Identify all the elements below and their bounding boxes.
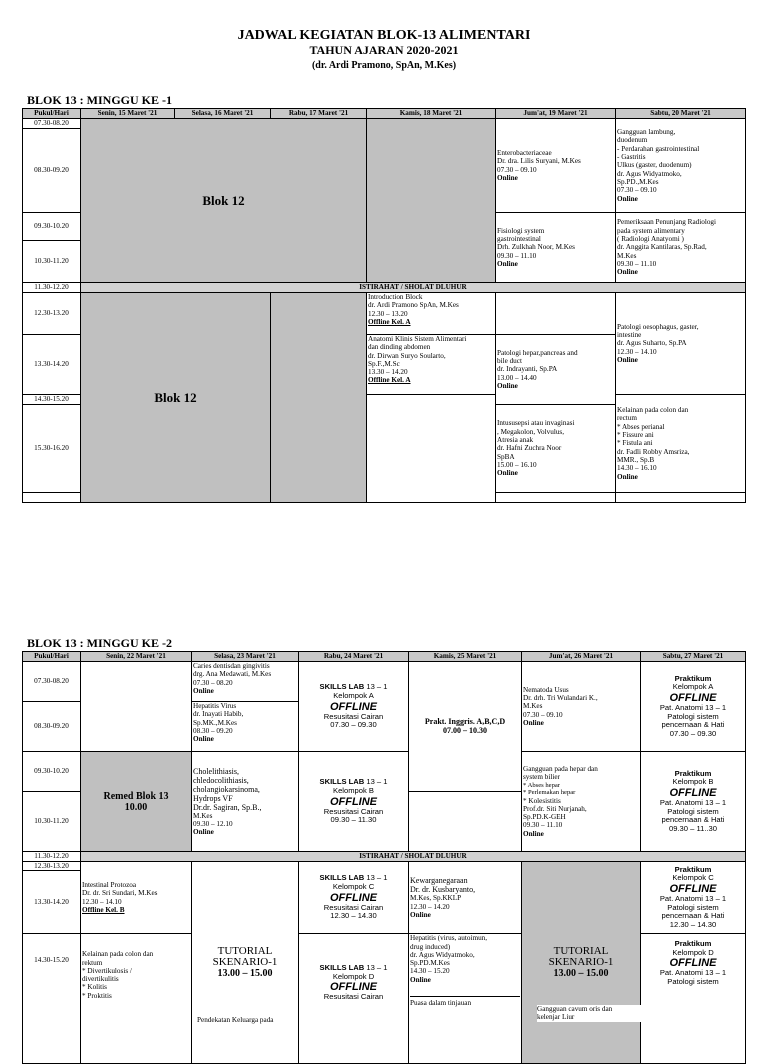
col-header: Rabu, 24 Maret '21: [299, 652, 409, 662]
col-header: Pukul/Hari: [23, 109, 81, 119]
fri-empty: [496, 493, 616, 503]
fri-empty: [496, 293, 616, 335]
time-slot: 07.30-08.20: [23, 119, 81, 129]
time-slot: 13.30-14.20: [23, 871, 81, 934]
time-slot: 09.30-10.20: [23, 752, 81, 792]
col-header: Sabtu, 20 Maret '21: [616, 109, 746, 119]
skills-lab-a: SKILLS LAB 13 – 1 Kelompok A OFFLINE Resusitasi Cairan 07.30 – 09.30: [299, 662, 409, 752]
wednesday-empty: [271, 293, 367, 503]
break-bar: ISTIRAHAT / SHOLAT DLUHUR: [81, 852, 746, 862]
thu-puasa: Puasa dalam tinjauan: [410, 996, 520, 1007]
mon-intestinal-protozoa: Intestinal Protozoa Dr. dr. Sri Sundari, M.Kes 12.30 – 14.10 Offline Kel. B: [81, 862, 192, 934]
sat-empty: [616, 493, 746, 503]
col-header: Pukul/Hari: [23, 652, 81, 662]
praktikum-c: Praktikum Kelompok C OFFLINE Pat. Anatomi 13 – 1 Patologi sistem pencernaan & Hati 12.30 – 14.30: [641, 862, 746, 934]
week1-title: BLOK 13 : MINGGU KE -1: [27, 93, 173, 107]
thu-kewarganegaraan: Kewarganegaraan Dr. dr. Kusbaryanto, M.Kes, Sp.KKLP 12.30 – 14.20 Online: [409, 862, 522, 934]
skills-lab-d: SKILLS LAB 13 – 1 Kelompok D OFFLINE Resusitasi Cairan: [299, 934, 409, 1064]
sat-gangguan-lambung: Gangguan lambung, duodenum - Perdarahan gastrointestinal - Gastritis Ulkus (gaster, duodenum) dr. Agus Widyatmoko, Sp.PD.,M.Kes 07.30 – 09.10 Online: [616, 119, 746, 213]
skills-lab-b: SKILLS LAB 13 – 1 Kelompok B OFFLINE Resusitasi Cairan 09.30 – 11.30: [299, 752, 409, 852]
tue-tutorial: TUTORIAL SKENARIO-1 13.00 – 15.00: [192, 862, 299, 1064]
praktikum-b: Praktikum Kelompok B OFFLINE Pat. Anatomi 13 – 1 Patologi sistem pencernaan & Hati 09.30 – 11..30: [641, 752, 746, 852]
thu-prakt-inggris: Prakt. Inggris. A,B,C,D 07.00 – 10.30: [409, 662, 522, 792]
col-header: Sabtu, 27 Maret '21: [641, 652, 746, 662]
academic-year: TAHUN AJARAN 2020-2021: [309, 43, 459, 57]
time-slot: 13.30-14.20: [23, 335, 81, 395]
time-slot: 10.30-11.20: [23, 792, 81, 852]
col-header: Selasa, 23 Maret '21: [192, 652, 299, 662]
time-slot: 08.30-09.20: [23, 702, 81, 752]
fri-enterobacteriaceae: Enterobacteriaceae Dr. dra. Lilis Suryani, M.Kes 07.30 – 09.10 Online: [496, 119, 616, 213]
time-slot: 14.30-15.20: [23, 934, 81, 1064]
week2-table: [22, 651, 746, 1064]
thu-anatomi-klinis: Anatomi Klinis Sistem Alimentari dan dinding abdomen dr. Dirwan Suryo Soularto, Sp.F.,M.Sc 13.30 – 14.20 Offline Kel. A: [367, 335, 496, 395]
time-slot: 14.30-15.20: [23, 395, 81, 405]
tue-caries: Caries dentisdan gingivitis drg. Ana Medawati, M.Kes 07.30 – 08.20 Online: [192, 662, 299, 702]
sat-kelainan-colon: Kelainan pada colon dan rectum * Abses perianal * Fissure ani * Fistula ani dr. Fadli Robby Amsriza, MMR., Sp.B 14.30 – 16.10 Online: [616, 395, 746, 493]
sat-radiologi: Pemeriksaan Penunjang Radiologi pada system alimentary ( Radiologi Anatyomi ) dr. Anggita Kantilaras, Sp.Rad, M.Kes 09.30 – 11.10 Online: [616, 213, 746, 283]
fri-tutorial: TUTORIAL SKENARIO-1 13.00 – 15.00: [522, 862, 641, 1064]
fri-gangguan-hepar: Gangguan pada hepar dan system bilier * Abses hepar * Perlemakan hepar * Kolesistitis Prof.dr. Siti Nurjanah, Sp.PD.K-GEH 09.30 – 11.10 Online: [522, 752, 641, 852]
time-slot: 11.30-12.20: [23, 283, 81, 293]
mon-kelainan-colon: Kelainan pada colon dan rektum * Divertikulosis / divertikulitis * Kolitis * Proktitis: [81, 934, 192, 1064]
fri-fisiologi: Fisiologi system gastrointestinal Drh. Zulkhah Noor, M.Kes 09.30 – 11.10 Online: [496, 213, 616, 283]
col-header: Senin, 15 Maret '21: [81, 109, 175, 119]
week2-header-row: [23, 652, 746, 662]
fri-nematoda: Nematoda Usus Dr. drh. Tri Wulandari K., M.Kes 07.30 – 09.10 Online: [522, 662, 641, 752]
break-bar: ISTIRAHAT / SHOLAT DLUHUR: [81, 283, 746, 293]
thu-hepatitis: Hepatitis (virus, autoimun, drug induced) dr. Agus Widyatmoko, Sp.PD.M.Kes 14.30 – 15.20 Online Puasa dalam tinjauan: [409, 934, 522, 1064]
col-header: Senin, 22 Maret '21: [81, 652, 192, 662]
time-slot: 15.30-16.20: [23, 405, 81, 493]
fri-gangguan-cavum: Gangguan cavum oris dan kelenjar Liur: [537, 1005, 647, 1022]
col-header: Selasa, 16 Maret '21: [175, 109, 271, 119]
col-header: Rabu, 17 Maret '21: [271, 109, 367, 119]
tue-hepatitis-virus: Hepatitis Virus dr. Inayati Habib, Sp.MK.,M.Kes 08.30 – 09.20 Online: [192, 702, 299, 752]
monday-empty: [81, 662, 192, 752]
time-slot: 07.30-08.20: [23, 662, 81, 702]
document-title: JADWAL KEGIATAN BLOK-13 ALIMENTARI: [237, 28, 531, 43]
thu-introduction: Introduction Block dr. Ardi Pramono SpAn, M.Kes 12.30 – 13.20 Offline Kel. A: [367, 293, 496, 335]
time-slot: 12.30-13.20: [23, 862, 81, 871]
sat-patologi-oesophagus: Patologi oesophagus, gaster, intestine dr. Agus Suharto, Sp.PA 12.30 – 14.10 Online: [616, 293, 746, 395]
praktikum-d: Praktikum Kelompok D OFFLINE Pat. Anatomi 13 – 1 Patologi sistem: [641, 934, 746, 1064]
fri-intususepsi: Intususepsi atau invaginasi , Megakolon, Volvulus, Atresia anak dr. Hafni Zuchra Noor SpBA 15.00 – 16.10 Online: [496, 405, 616, 493]
time-slot: 11.30-12.20: [23, 852, 81, 862]
page-header: [0, 28, 768, 73]
time-slot: 10.30-11.20: [23, 241, 81, 283]
time-slot: 09.30-10.20: [23, 213, 81, 241]
col-header: Jum'at, 19 Maret '21: [496, 109, 616, 119]
time-slot: 12.30-13.20: [23, 293, 81, 335]
fri-patologi-hepar: Patologi hepar,pancreas and bile duct dr. Indrayanti, Sp.PA 13.00 – 14.40 Online: [496, 335, 616, 405]
praktikum-a: Praktikum Kelompok A OFFLINE Pat. Anatomi 13 – 1 Patologi sistem pencernaan & Hati 07.30 – 09.30: [641, 662, 746, 752]
col-header: Kamis, 18 Maret '21: [367, 109, 496, 119]
monday-remed: Remed Blok 13 10.00: [81, 752, 192, 852]
skills-lab-c: SKILLS LAB 13 – 1 Kelompok C OFFLINE Resusitasi Cairan 12.30 – 14.30: [299, 862, 409, 934]
blok12-cell: [81, 119, 367, 283]
time-slot: 08.30-09.20: [23, 129, 81, 213]
week2-title: BLOK 13 : MINGGU KE -2: [27, 636, 173, 650]
thu-empty: [367, 395, 496, 503]
thu-empty: [409, 792, 522, 852]
week1-table: [22, 108, 746, 503]
blok12-label: Blok 12: [202, 193, 245, 208]
time-slot-empty: [23, 493, 81, 503]
coordinator: (dr. Ardi Pramono, SpAn, M.Kes): [311, 60, 457, 71]
tue-cholelithiasis: Cholelithiasis, chledocolithiasis, cholangiokarsinoma, Hydrops VF Dr.dr. Sagiran, Sp.B., M.Kes 09.30 – 12.10 Online: [192, 752, 299, 852]
col-header: Kamis, 25 Maret '21: [409, 652, 522, 662]
week1-header-row: [23, 109, 746, 119]
blok12-label: Blok 12: [154, 390, 197, 405]
tue-pendekatan-keluarga: Pendekatan Keluarga pada: [197, 1016, 274, 1024]
thursday-empty: [367, 119, 496, 283]
col-header: Jum'at, 26 Maret '21: [522, 652, 641, 662]
blok12-cell-afternoon: [81, 293, 271, 503]
